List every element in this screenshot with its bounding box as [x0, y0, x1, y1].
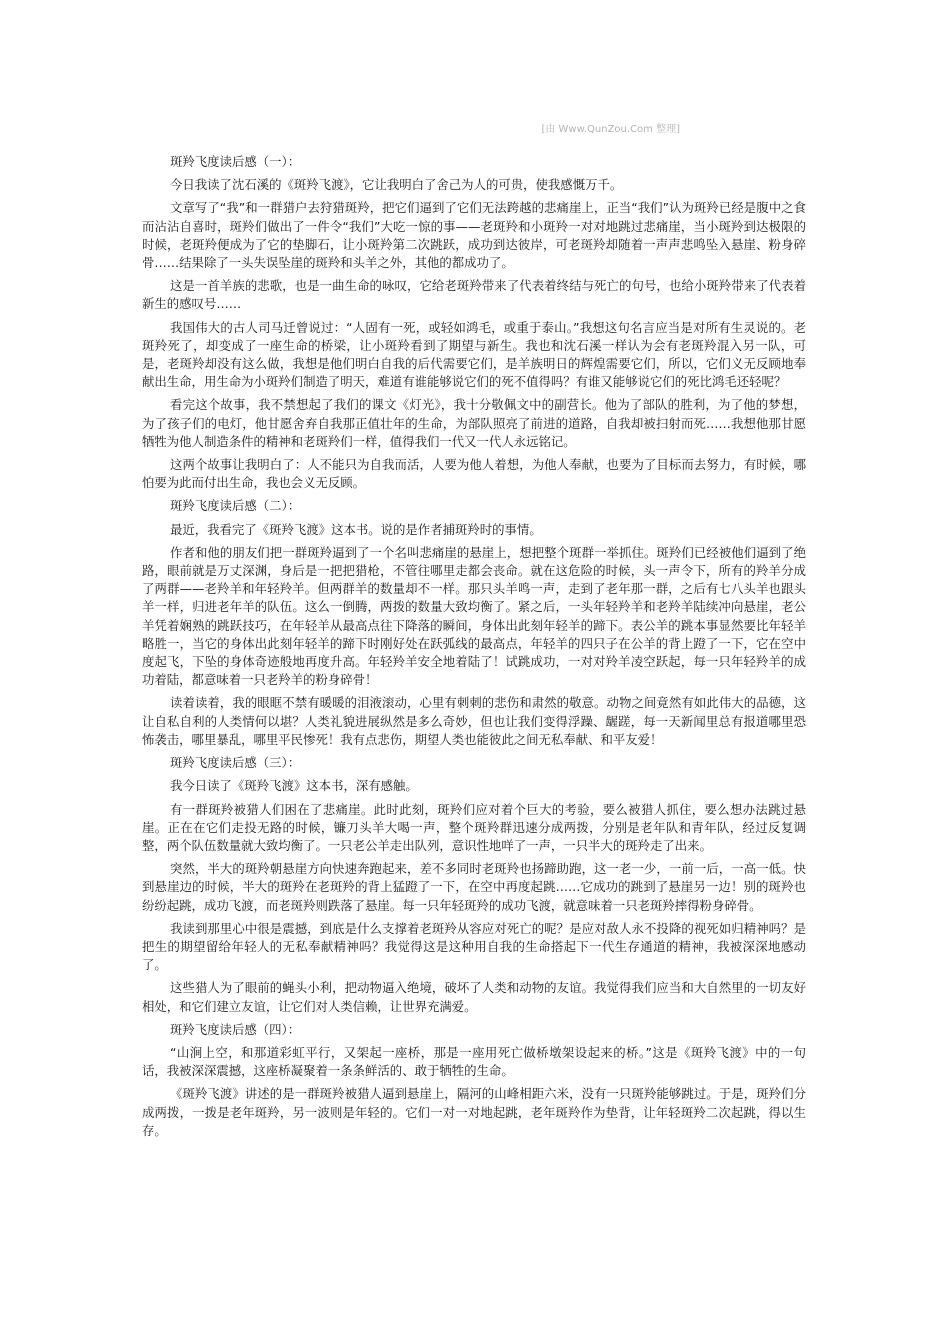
- paragraph: 最近，我看完了《斑羚飞渡》这本书。说的是作者捕斑羚时的事情。: [170, 521, 542, 537]
- paragraph: 我国伟大的古人司马迁曾说过：“人固有一死，或轻如鸿毛，或重于泰山。”我想这句名言应当是对所有生灵说的。老斑羚死了，却变成了一座生命的桥梁，让小斑羚看到了期望与新生。我也和沈石溪一样认为会有老斑羚混入另一队，可是，老斑羚却没有这么做，我想是他们明白自我的后代需要它们，是羊族明日的辉煌需要它们，所以，它们义无反顾地奉献出生命，用生命为小斑羚们制造了明天，难道有谁能够说它们的死不值得吗？有谁又能够说它们的死比鸿毛还轻呢？: [142, 319, 806, 390]
- paragraph: 读着读着，我的眼眶不禁有暖暖的泪液滚动，心里有刺刺的悲伤和肃然的敬意。动物之间竟然有如此伟大的品德，这让自私自利的人类情何以堪？人类礼貌进展纵然是多么奇妙，但也让我们变得浮躁、龌蹉，每一天新闻里总有报道哪里恐怖袭击，哪里暴乱，哪里平民惨死！我有点悲伤，期望人类也能彼此之间无私奉献、和平友爱！: [142, 695, 806, 747]
- essay-section: [142, 1021, 806, 1140]
- paragraph: 今日我读了沈石溪的《斑羚飞渡》，它让我明白了舍己为人的可贵，使我感慨万千。: [170, 177, 623, 193]
- paragraph: 这些猎人为了眼前的蝇头小利，把动物逼入绝境，破坏了人类和动物的友谊。我觉得我们应当和大自然里的一切友好相处，和它们建立友谊，让它们对人类信赖，让世界充满爱。: [142, 980, 806, 1014]
- paragraph: 《斑羚飞渡》讲述的是一群斑羚被猎人逼到悬崖上，隔河的山峰相距六米，没有一只斑羚能够跳过。于是，斑羚们分成两拨，一拨是老年斑羚，另一波则是年轻的。它们一对一对地起跳，老年斑羚作为垫背，让年轻斑羚二次起跳，得以生存。: [142, 1086, 806, 1138]
- paragraph: 我读到那里心中很是震撼，到底是什么支撑着老斑羚从容应对死亡的呢？是应对敌人永不投降的视死如归精神吗？是把生的期望留给年轻人的无私奉献精神吗？我觉得这是这种用自我的生命搭起下一代生存通道的精神，我被深深地感动了。: [142, 920, 806, 973]
- page-header: [0, 112, 950, 136]
- essay-section: [142, 153, 806, 492]
- section-title: 斑羚飞度读后感（一）：: [170, 154, 301, 169]
- paragraph: 突然，半大的斑羚朝悬崖方向快速奔跑起来，差不多同时老斑羚也扬蹄助跑，这一老一少，一前一后，一高一低。快到悬崖边的时候，半大的斑羚在老斑羚的背上猛蹬了一下，在空中再度起跳……它成功的跳到了悬崖另一边！别的斑羚也纷纷起跳，成功飞渡，而老斑羚则跌落了悬崖。每一只年轻斑羚的成功飞渡，就意味着一只老斑羚摔得粉身碎骨。: [142, 861, 806, 913]
- paragraph: 有一群斑羚被猎人们困在了悲痛崖。此时此刻，斑羚们应对着个巨大的考验，要么被猎人抓住，要么想办法跳过悬崖。正在在它们走投无路的时候，镰刀头羊大喝一声，整个斑羚群迅速分成两拨，分别是老年队和青年队，经过反复调整，两个队伍数量就大致均衡了。一只老公羊走出队列，意识性地咩了一声，一只半大的斑羚走了出来。: [142, 801, 806, 853]
- paragraph: 我今日读了《斑羚飞渡》这本书，深有感触。: [170, 778, 418, 794]
- section-title: 斑羚飞度读后感（二）：: [170, 498, 301, 514]
- paragraph: 看完这个故事，我不禁想起了我们的课文《灯光》，我十分敬佩文中的副营长。他为了部队的胜利，为了他的梦想，为了孩子们的电灯，他甘愿舍弃自我那正值壮年的生命，为部队照亮了前进的道路，自我却被扫射而死……我想他那甘愿牺牲为他人制造条件的精神和老斑羚们一样，值得我们一代又一代人永远铭记。: [142, 397, 806, 449]
- section-title: 斑羚飞度读后感（三）：: [170, 755, 301, 771]
- source-note: [由 Www.QunZou.Com 整理]: [541, 124, 680, 135]
- paragraph: 这是一首羊族的悲歌，也是一曲生命的咏叹，它给老斑羚带来了代表着终结与死亡的句号，也给小斑羚带来了代表着新生的感叹号……: [142, 278, 806, 312]
- essay-section: [142, 497, 806, 749]
- essay-section: [142, 754, 806, 1016]
- paragraph: “山涧上空，和那道彩虹平行，又架起一座桥，那是一座用死亡做桥墩架设起来的桥。”这是《斑羚飞渡》中的一句话，我被深深震撼，这座桥凝聚着一条条鲜活的、敢于牺牲的生命。: [142, 1044, 806, 1079]
- section-title: 斑羚飞度读后感（四）：: [170, 1021, 301, 1037]
- paragraph: 作者和他的朋友们把一群斑羚逼到了一个名叫悲痛崖的悬崖上，想把整个斑群一举抓住。斑羚们已经被他们逼到了绝路，眼前就是万丈深渊，身后是一把把猎枪，不管往哪里走都会丧命。就在这危险的时候，头一声令下，所有的羚羊分成了两群——老羚羊和年轻羚羊。但两群羊的数量却不一样。那只头羊鸣一声，走到了老年那一群，之后有七八头羊也跟头羊一样，归进老年羊的队伍。这么一倒腾，两拨的数量大致均衡了。紧之后，一头年轻羚羊和老羚羊陆续冲向悬崖，老公羊凭着娴熟的跳跃技巧，在年轻羊从最高点往下降落的瞬间，身体出此刻年轻羊的蹄下。表公羊的跳本事显然要比年轻羊略胜一，当它的身体出此刻年轻羊的蹄下时刚好处在跃弧线的最高点，年轻羊的四只子在公羊的背上蹬了一下，它在空中度起飞，下坠的身体奇迹般地再度升高。年轻羚羊安全地着陆了！试跳成功，一对对羚羊凌空跃起，每一只年轻羚羊的成功着陆，都意味着一只老羚羊的粉身碎骨！: [142, 544, 806, 688]
- paragraph: 这两个故事让我明白了：人不能只为自我而活，人要为他人着想，为他人奉献，也要为了目标而去努力，有时候，哪怕要为此而付出生命，我也会义无反顾。: [142, 457, 806, 491]
- document-body: [142, 153, 806, 1145]
- paragraph: 文章写了“我”和一群猎户去狩猎斑羚，把它们逼到了它们无法跨越的悲痛崖上，正当“我们”认为斑羚已经是腹中之食而沾沾自喜时，斑羚们做出了一件令“我们”大吃一惊的事——老斑羚和小斑羚一对对地跳过悲痛崖，当小斑羚到达极限的时候，老斑羚便成为了它的垫脚石，让小斑羚第二次跳跃，成功到达彼岸，可老斑羚却随着一声声悲鸣坠入悬崖、粉身碎骨……结果除了一头失误坠崖的斑羚和头羊之外，其他的都成功了。: [142, 200, 806, 271]
